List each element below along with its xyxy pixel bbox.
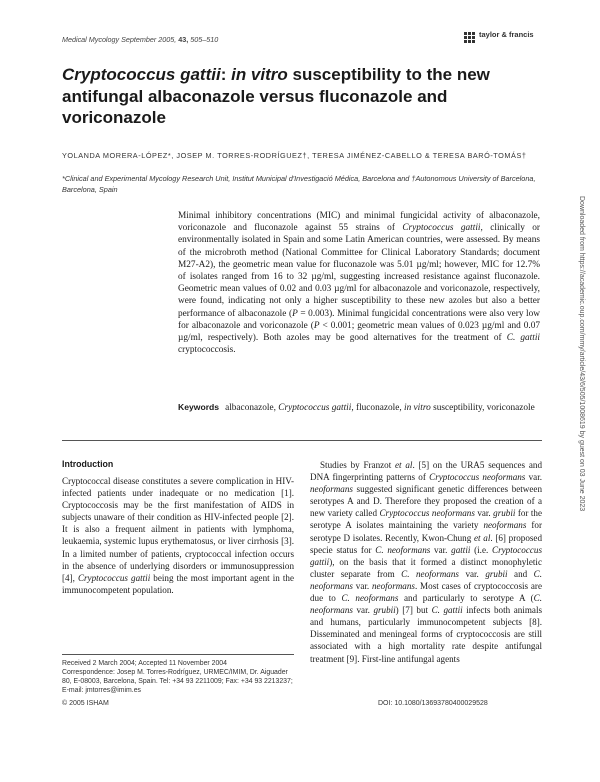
body-text: ) [7] but xyxy=(395,605,432,616)
body-text: var. xyxy=(525,472,543,483)
body-italic: neoformans xyxy=(483,520,527,531)
body-text: infects both animals and humans, particularly immunocompetent subjects [8]. Disseminated and meningeal forms of cryptococcosis are still associated with a high mortality rate despite antifungal treatment [9]. First-line antifungal agents xyxy=(310,605,543,664)
body-text: . [5] on the URA5 sequences and DNA fingerprinting patterns of xyxy=(310,460,542,483)
intro-left-column xyxy=(62,475,294,596)
keyword-italic: in vitro xyxy=(404,403,431,413)
body-italic: Cryptococcus neoformans xyxy=(379,508,475,519)
body-text: being the most important agent in the immunocompetent population. xyxy=(62,572,294,595)
body-italic: grubii xyxy=(493,508,516,519)
abstract-text: = 0.003). Minimal fungicidal concentrations were also very low for albaconazole and voriconazole ( xyxy=(178,308,540,331)
intro-right-column xyxy=(310,459,542,665)
abstract-text: , clinically or environmentally isolated in Spain and some Latin American countries, were assessed. By means of the microbroth method (National Committee for Clinical Laboratory Standards; document M27-A2), the geometric mean value for fluconazole was 5.01 µg/ml; however, MIC for 12.7% of isolates ranged from 16 to 32 µg/ml, suggesting increased resistance against fluconazole. Geometric mean values of 0.02 and 0.03 µg/ml for albaconazole and voriconazole, respectively, were found, indicating not only a higher susceptibility to these new azoles but also a better performance of albaconazole ( xyxy=(178,223,541,319)
abstract-text: Minimal inhibitory concentrations (MIC) and minimal fungicidal activity of albaconazole, voriconazole and fluconazole against 55 strains of xyxy=(178,211,540,234)
publisher-logo-text: taylor & francis xyxy=(479,30,534,39)
body-text: Studies by Franzot xyxy=(320,460,396,470)
author-list: YOLANDA MORERA-LÓPEZ*, JOSEP M. TORRES-RODRÍGUEZ†, TERESA JIMÉNEZ-CABELLO & TERESA BARÓ-TOMÁS† xyxy=(62,151,527,160)
correspondence-note xyxy=(62,659,294,695)
body-italic: Cryptococcus gattii xyxy=(310,544,543,567)
keyword-text: albaconazole, xyxy=(225,403,279,413)
body-text: and xyxy=(507,568,534,579)
received-dates: Received 2 March 2004; Accepted 11 November 2004 xyxy=(62,660,227,667)
body-text: . [6] proposed specie status for xyxy=(310,532,542,555)
abstract-italic: C. gattii xyxy=(506,333,540,344)
title-rest: susceptibility to the new antifungal albaconazole versus fluconazole and voriconazole xyxy=(62,65,490,127)
volume-number: 43, xyxy=(178,35,189,44)
body-italic: Cryptococcus neoformans xyxy=(429,472,526,483)
abstract-italic: P xyxy=(292,308,298,319)
issue-date: September 2005, xyxy=(121,35,177,44)
section-divider xyxy=(62,440,542,441)
footnote-divider xyxy=(62,654,294,655)
body-text: for the serotype A isolates maintaining the variety xyxy=(310,508,543,531)
body-text: var. xyxy=(458,568,486,579)
body-text: ), on the basis that it formed a distinct monophyletic cluster separate from xyxy=(310,556,542,579)
body-italic: C. gattii xyxy=(431,605,463,616)
doi: DOI: 10.1080/13693780400029528 xyxy=(378,700,488,707)
keyword-text: , fluconazole, xyxy=(351,403,404,413)
body-italic: neoformans xyxy=(310,484,353,495)
journal-name: Medical Mycology xyxy=(62,35,120,44)
body-italic: grubii xyxy=(485,568,508,579)
body-italic: et al xyxy=(474,532,491,543)
correspondence-text: Correspondence: Josep M. Torres-Rodríguez, URMEC/IMIM, Dr. Aiguader 80, E-08003, Barcelona, Spain. Tel: +34 93 2211009; Fax: +34 93 2213237; E-mail: jmtorres@imim.es xyxy=(62,669,293,695)
abstract-italic: Cryptococcus gattii xyxy=(402,223,481,234)
title-species: Cryptococcus gattii xyxy=(62,65,221,84)
body-text: var. xyxy=(430,544,452,555)
title-separator: : xyxy=(220,65,232,84)
title-invitro: in vitro xyxy=(231,65,288,84)
body-italic: C. neoformans xyxy=(375,544,431,555)
body-text: suggested significant genetic differences between serotypes A and D. Therefore they proposed the creation of a new variety called xyxy=(310,484,542,519)
body-italic: C. neoformans xyxy=(310,568,542,591)
page-range: 505–510 xyxy=(190,35,219,44)
abstract xyxy=(178,210,540,356)
body-text: var. xyxy=(474,508,494,519)
download-watermark-text: Downloaded from https://academic.oup.com/mmy/article/43/6/505/1008619 by guest on 03 June 2023 xyxy=(578,196,585,512)
keyword-text: susceptibility, voriconazole xyxy=(430,403,535,413)
body-italic: grubii xyxy=(373,605,396,616)
keywords xyxy=(178,401,540,414)
body-text: (i.e. xyxy=(470,544,492,555)
body-italic: C. neoformans xyxy=(310,593,543,616)
publisher-logo xyxy=(462,29,554,47)
body-italic: gattii xyxy=(451,544,471,555)
abstract-text: < 0.001; geometric mean values of 0.023 µg/ml and 0.07 µg/ml, respectively). Both azoles may be good alternatives for the treatment of xyxy=(178,320,541,344)
keywords-label: Keywords xyxy=(178,402,220,412)
body-text: . Most cases of cryptococcosis are due to xyxy=(310,580,542,604)
article-title xyxy=(62,64,542,129)
body-text: var. xyxy=(352,605,374,616)
body-italic: et al xyxy=(395,460,413,470)
body-italic: C. neoformans xyxy=(401,568,459,579)
body-text: for serotype D isolates. Recently, Kwon-Chung xyxy=(310,520,542,543)
body-italic: neoformans xyxy=(372,580,415,591)
body-text: Cryptococcal disease constitutes a severe complication in HIV-infected patients under inadequate or no medication [1]. Cryptococcosis may be the first manifestation of AIDS in subjects unaware of their condition as HIV-infected people [2]. It is also a frequent ailment in patients with lymphoma, leukaemia, systemic lupus erythematosus, or liver cirrhosis [3]. In a limited number of patients, cryptococcal infection occurs in the absence of underlying disorders or immunosuppression [4], xyxy=(62,476,294,583)
abstract-italic: P xyxy=(313,320,320,331)
body-text: var. xyxy=(352,580,372,591)
body-italic: Cryptococcus gattii xyxy=(77,572,151,583)
affiliation: *Clinical and Experimental Mycology Research Unit, Institut Municipal d'Investigació Médica, Barcelona and †Autonomous University of Barcelona, Barcelona, Spain xyxy=(62,174,536,194)
keyword-italic: Cryptococcus gattii xyxy=(278,403,352,413)
section-heading: Introduction xyxy=(62,459,114,469)
running-header xyxy=(62,35,218,44)
body-text: and particularly to serotype A ( xyxy=(398,593,534,604)
copyright: © 2005 ISHAM xyxy=(62,700,109,707)
body-italic: C. neoformans xyxy=(341,593,399,604)
abstract-text: cryptococcosis. xyxy=(178,345,236,356)
